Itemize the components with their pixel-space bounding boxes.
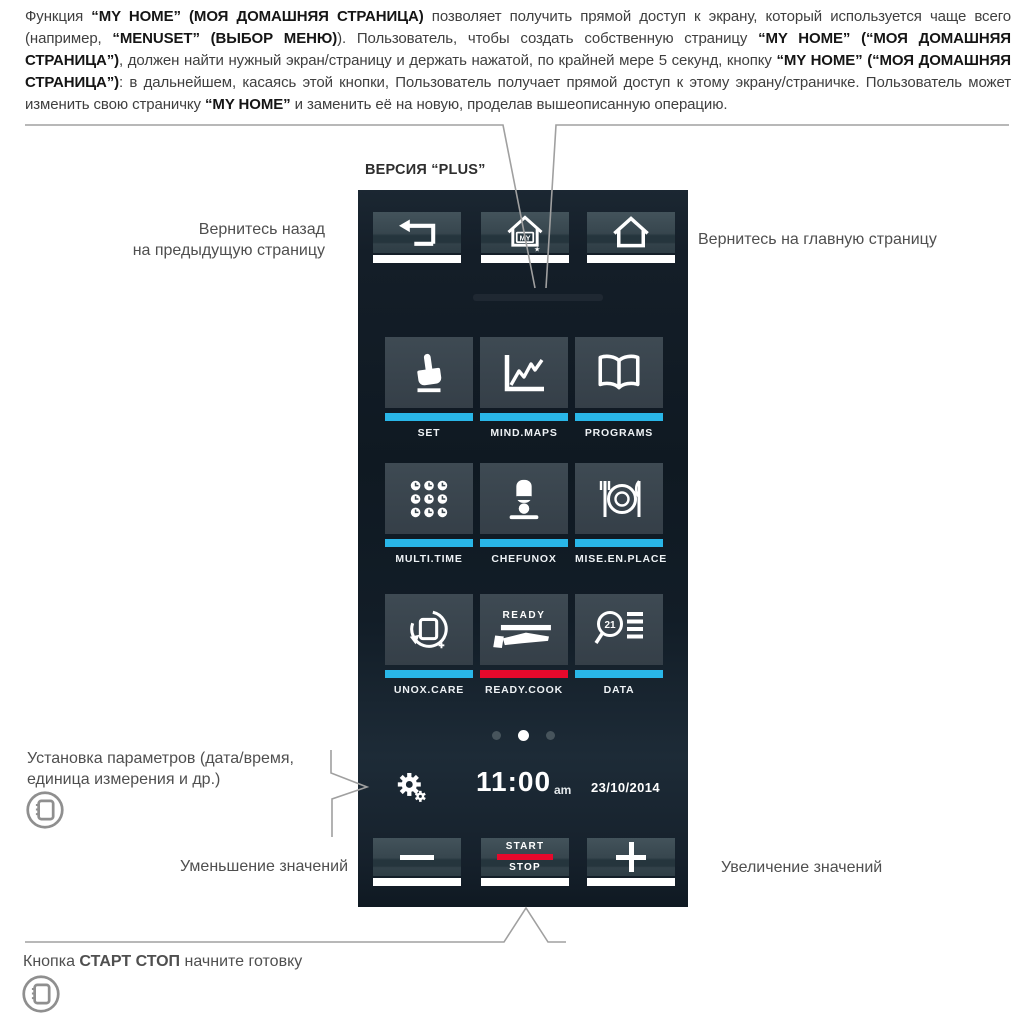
stop-label: STOP: [509, 862, 541, 873]
tile-label: MULTI.TIME: [395, 553, 463, 565]
tile-mind-maps[interactable]: [480, 337, 568, 439]
mind-maps-icon: [500, 351, 548, 395]
touch-panel: [358, 190, 688, 907]
increase-button[interactable]: [587, 838, 675, 886]
decrease-button[interactable]: [373, 838, 461, 886]
minus-icon: [400, 855, 434, 860]
controls-row: [358, 838, 688, 888]
svg-text:★: ★: [534, 245, 541, 253]
panel-reference-icon: [21, 974, 61, 1019]
annotation-decrease: Уменьшение значений: [179, 858, 348, 875]
multi-time-icon: [406, 476, 452, 522]
tile-data[interactable]: [575, 594, 663, 696]
tile-underline: [480, 670, 568, 678]
home-icon: [610, 214, 652, 251]
tile-multi-time[interactable]: [385, 463, 473, 565]
tile-label: MIND.MAPS: [490, 427, 558, 439]
pagination-dots[interactable]: [358, 730, 688, 741]
button-underline: [373, 255, 461, 263]
tile-label: MISE.EN.PLACE: [575, 553, 668, 565]
tile-row-3: [385, 594, 663, 696]
tile-underline: [575, 670, 663, 678]
unox-care-icon: [406, 607, 452, 653]
tile-row-2: [385, 463, 668, 565]
faded-text-remnant: [473, 294, 603, 301]
tile-label: SET: [417, 427, 441, 439]
page-dot[interactable]: [518, 730, 529, 741]
settings-gear-button[interactable]: [394, 770, 428, 809]
page-dot[interactable]: [546, 731, 555, 740]
svg-text:21: 21: [604, 619, 616, 631]
annotation-start-stop: Кнопка СТАРТ СТОП начните готовку: [23, 953, 303, 970]
start-stop-red-bar: [497, 854, 553, 860]
version-label: ВЕРСИЯ “PLUS”: [365, 162, 486, 178]
clock-time: 11:00: [476, 766, 552, 797]
intro-paragraph: Функция “MY HOME” (МОЯ ДОМАШНЯЯ СТРАНИЦА) позволяет получить прямой доступ к экрану, который используется чаще всего (например, “MENUSET” (ВЫБОР МЕНЮ)). Пользователь, чтобы создать собственную страницу “MY HOME” (“МОЯ ДОМАШНЯЯ СТРАНИЦА”), должен найти нужный экран/страницу и держать нажатой, по крайней мере 5 секунд, кнопку “MY HOME” (“МОЯ ДОМАШНЯЯ СТРАНИЦА”): в дальнейшем, касаясь этой кнопки, Пользователь получает прямой доступ к этому экрану/страничке. Пользователь может изменить свою страничку “MY HOME” и заменить её на новую, проделав вышеописанную операцию.: [25, 8, 1011, 113]
back-button[interactable]: [373, 212, 461, 263]
annotation-increase: Увеличение значений: [721, 859, 883, 876]
tile-underline: [385, 539, 473, 547]
tile-label: CHEFUNOX: [491, 553, 557, 565]
button-underline: [587, 255, 675, 263]
button-underline: [481, 255, 569, 263]
tile-row-1: [385, 337, 663, 439]
clock-date: 23/10/2014: [591, 780, 661, 795]
annotation-home-button: Вернитесь на главную страницу: [698, 231, 937, 248]
tile-mise-en-place[interactable]: [575, 463, 668, 565]
annotation-settings: Установка параметров (дата/время, единица измерения и др.): [27, 750, 294, 788]
set-hand-icon: [406, 350, 452, 396]
tile-programs[interactable]: [575, 337, 663, 439]
button-underline: [373, 878, 461, 886]
tile-underline: [480, 539, 568, 547]
tile-label: PROGRAMS: [584, 427, 654, 439]
clock-meridiem: am: [554, 783, 572, 797]
tile-label: READY.COOK: [484, 684, 563, 696]
plus-icon: [616, 842, 646, 872]
tile-underline: [575, 413, 663, 421]
page-dot[interactable]: [492, 731, 501, 740]
button-underline: [587, 878, 675, 886]
nav-row: [358, 212, 688, 264]
back-icon: [395, 215, 439, 251]
tile-chefunox[interactable]: [480, 463, 568, 565]
chefunox-chef-icon: [501, 476, 547, 522]
tile-set[interactable]: [385, 337, 473, 439]
tile-underline: [385, 413, 473, 421]
svg-text:MY: MY: [519, 232, 531, 242]
panel-reference-icon: [25, 790, 65, 835]
tile-unox-care[interactable]: [385, 594, 473, 696]
tile-ready-cook[interactable]: [480, 594, 568, 696]
gear-icon: [394, 770, 428, 804]
ready-text: READY: [502, 610, 546, 621]
tile-label: DATA: [603, 684, 635, 696]
start-label: START: [505, 841, 545, 852]
tile-underline: [480, 413, 568, 421]
start-stop-button[interactable]: [481, 838, 569, 886]
my-home-button[interactable]: [481, 212, 569, 263]
programs-book-icon: [594, 352, 644, 394]
tile-underline: [385, 670, 473, 678]
tile-underline: [575, 539, 663, 547]
home-button[interactable]: [587, 212, 675, 263]
ready-cook-hand-icon: [493, 624, 555, 649]
tile-label: UNOX.CARE: [393, 684, 465, 696]
mise-en-place-icon: [595, 477, 643, 521]
my-home-icon: [504, 213, 546, 253]
data-search-icon: [593, 609, 645, 651]
annotation-back-button: Вернитесь назад на предыдущую страницу: [132, 221, 325, 259]
button-underline: [481, 878, 569, 886]
